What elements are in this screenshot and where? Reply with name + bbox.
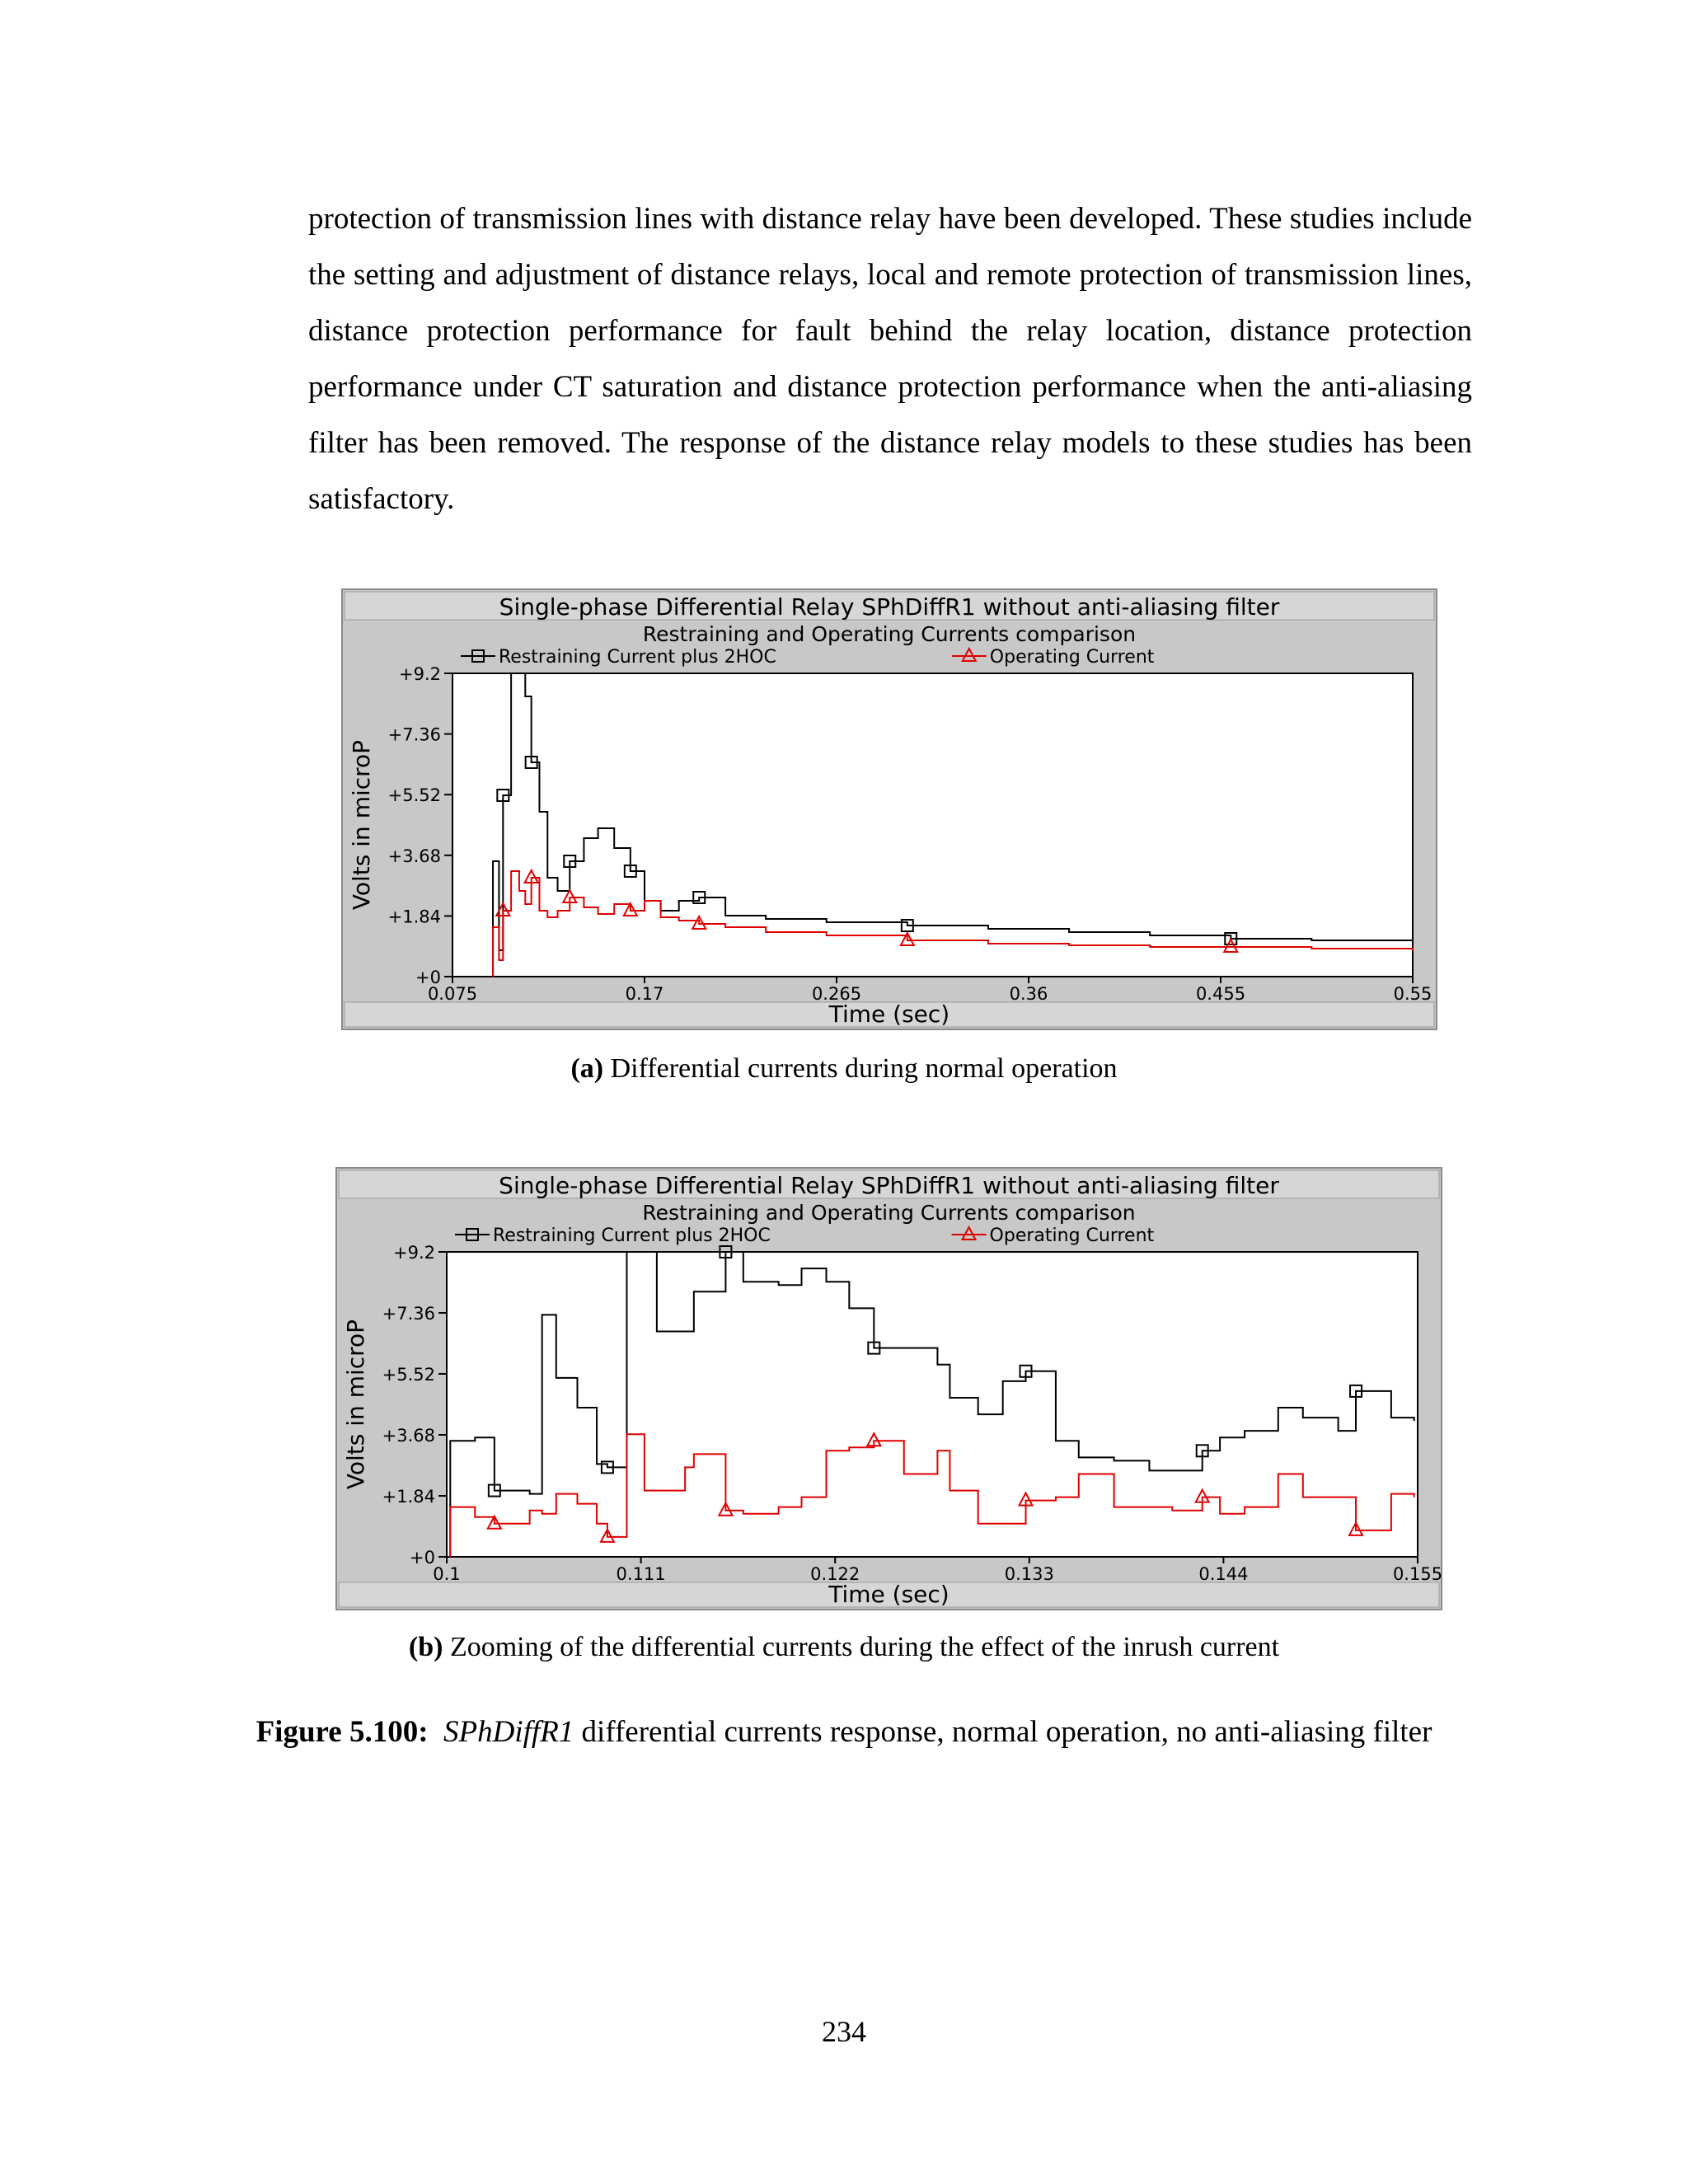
caption-b-text: Zooming of the differential currents during the effect of the inrush current [443,1632,1280,1662]
chart-title: Single-phase Differential Relay SPhDiffR1 without anti-aliasing filter [499,593,1280,621]
chart-subtitle: Restraining and Operating Currents comparison [642,1201,1136,1225]
y-tick-label: +9.2 [393,1243,435,1263]
chart-zoomed-inrush [335,1167,1442,1610]
x-tick-label: 0.265 [811,984,862,1004]
caption-a-label: (a) [570,1053,604,1084]
x-tick-label: 0.144 [1198,1564,1249,1584]
y-tick-label: +1.84 [387,907,441,927]
y-axis-label: Volts in microP [342,1319,369,1490]
legend-label: Operating Current [989,1226,1155,1246]
x-tick-label: 0.122 [810,1564,860,1584]
legend-label: Restraining Current plus 2HOC [493,1226,771,1246]
x-tick-label: 0.36 [1009,984,1048,1004]
x-tick-label: 0.1 [433,1564,461,1584]
x-tick-label: 0.17 [625,984,664,1004]
y-tick-label: +0 [415,968,441,987]
x-tick-label: 0.133 [1004,1564,1054,1584]
y-tick-label: +7.36 [387,724,441,745]
figure-caption-text: differential currents response, normal operation, no anti-aliasing filter [574,1715,1432,1749]
figure-caption-relay-name: SPhDiffR1 [443,1715,574,1749]
y-tick-label: +3.68 [387,846,441,866]
page-number: 234 [822,2015,866,2048]
plot-area [452,673,1413,977]
x-tick-label: 0.55 [1393,984,1432,1004]
chart-subtitle: Restraining and Operating Currents comparison [642,622,1137,646]
plot-area [447,1252,1418,1557]
legend-label: Operating Current [989,647,1155,668]
x-tick-label: 0.111 [616,1564,666,1584]
y-tick-label: +9.2 [399,664,441,684]
x-tick-label: 0.075 [427,984,478,1004]
x-tick-label: 0.455 [1195,984,1246,1004]
caption-a-text: Differential currents during normal operation [603,1053,1118,1084]
y-axis-label: Volts in microP [348,739,375,911]
chart-title: Single-phase Differential Relay SPhDiffR1 without anti-aliasing filter [499,1172,1279,1199]
x-axis-label: Time (sec) [828,1581,950,1608]
caption-a [0,1053,1688,1085]
x-tick-label: 0.155 [1392,1564,1442,1584]
figure-caption-label: Figure 5.100: [256,1715,429,1749]
y-tick-label: +0 [410,1548,435,1568]
figure-caption [247,1704,1441,1760]
caption-b-label: (b) [408,1632,443,1662]
chart-normal-operation [341,588,1437,1030]
y-tick-label: +1.84 [382,1487,435,1507]
caption-b [0,1632,1688,1663]
y-tick-label: +5.52 [387,785,441,806]
body-paragraph: protection of transmission lines with distance relay have been developed. These studies include the setting and adjustment of distance relays, local and remote protection of transmission lines, distance protection performance for fault behind the relay location, distance protection performance under CT saturation and distance protection performance when the anti-aliasing filter has been removed. The response of the distance relay models to these studies has been satisfactory. [308,202,1472,516]
y-tick-label: +7.36 [382,1304,435,1324]
y-tick-label: +3.68 [382,1426,435,1446]
legend-label: Restraining Current plus 2HOC [499,647,776,668]
x-axis-label: Time (sec) [828,1001,950,1028]
y-tick-label: +5.52 [382,1365,435,1385]
